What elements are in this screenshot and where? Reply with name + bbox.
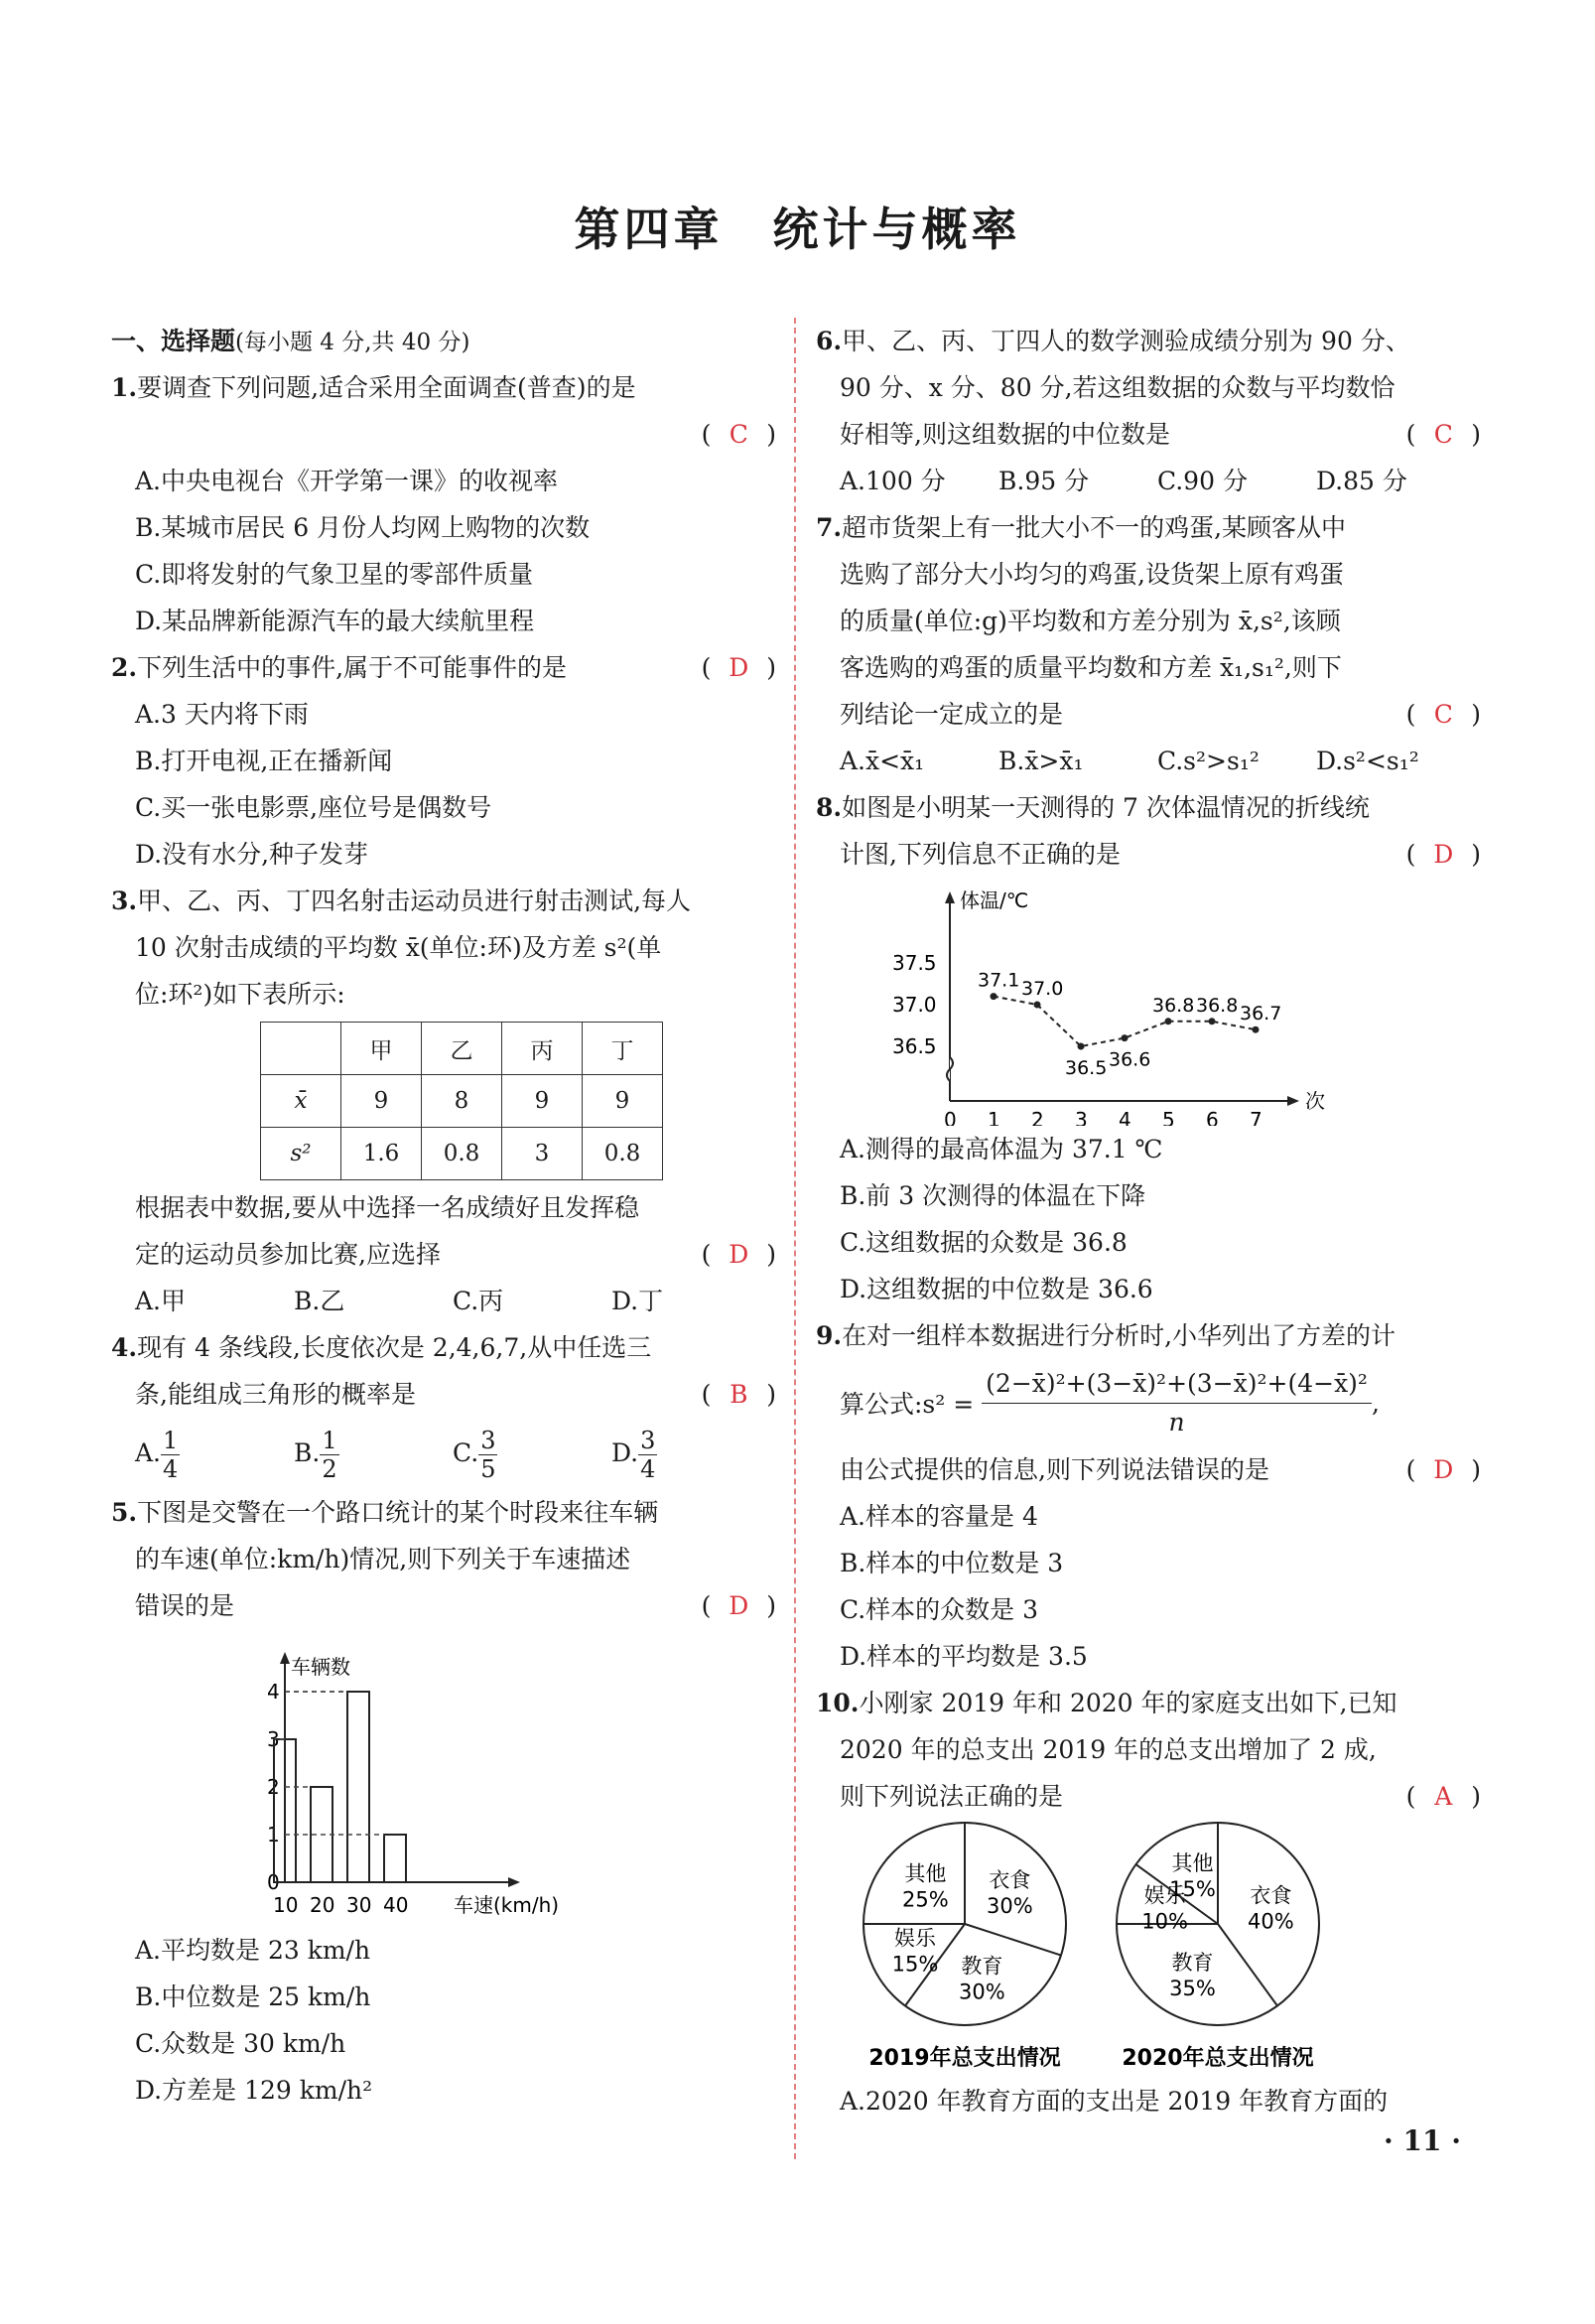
option: A.中央电视台《开学第一课》的收视率 bbox=[135, 467, 559, 495]
option: A.样本的容量是 4 bbox=[840, 1502, 1038, 1531]
data-label: 36.5 bbox=[1065, 1057, 1108, 1079]
table-cell: 9 bbox=[583, 1075, 663, 1128]
data-label: 36.8 bbox=[1196, 994, 1239, 1017]
question-1 bbox=[111, 364, 776, 411]
answer-bracket: ( A ) bbox=[1406, 1773, 1481, 1820]
data-point bbox=[991, 993, 997, 1000]
formula-denominator: n bbox=[1168, 1407, 1185, 1436]
option: D.方差是 129 km/h² bbox=[135, 2076, 373, 2105]
question-number: 6. bbox=[816, 327, 843, 355]
pie-title: 2019年总支出情况 bbox=[868, 2046, 1061, 2071]
y-tick-label: 1 bbox=[267, 1823, 280, 1846]
x-tick-label: 40 bbox=[383, 1893, 409, 1917]
question-text: 错误的是 bbox=[135, 1591, 235, 1620]
question-text bbox=[111, 1371, 776, 1418]
question-text bbox=[816, 831, 1481, 878]
question-text bbox=[111, 1582, 776, 1629]
pie-slice-label: 教育 bbox=[1171, 1950, 1214, 1975]
option-label: D. bbox=[611, 1438, 639, 1467]
question-8 bbox=[816, 784, 1481, 831]
answer-bracket: ( D ) bbox=[702, 644, 776, 691]
option bbox=[453, 1418, 611, 1489]
question-text: 下列生活中的事件,属于不可能事件的是 bbox=[137, 653, 568, 682]
option: B.乙 bbox=[294, 1287, 345, 1315]
option: B.前 3 次测得的体温在下降 bbox=[840, 1181, 1146, 1210]
question-text bbox=[111, 1231, 776, 1278]
question-text: 计图,下列信息不正确的是 bbox=[840, 840, 1121, 869]
y-axis-label: 体温/℃ bbox=[960, 889, 1029, 912]
pie-slice-value: 15% bbox=[1169, 1877, 1216, 1902]
line-chart bbox=[816, 878, 1481, 1126]
question-text: 在对一组样本数据进行分析时,小华列出了方差的计 bbox=[842, 1321, 1396, 1350]
option-label: B. bbox=[294, 1438, 321, 1467]
fraction bbox=[320, 1427, 338, 1483]
pie-slice-value: 15% bbox=[891, 1952, 939, 1977]
x-tick-label: 6 bbox=[1206, 1108, 1219, 1126]
pie-charts bbox=[816, 1820, 1481, 2078]
y-axis-label: 车辆数 bbox=[291, 1655, 350, 1679]
pie-slice-value: 40% bbox=[1248, 1909, 1294, 1934]
question-number: 9. bbox=[816, 1321, 843, 1350]
option: D.样本的平均数是 3.5 bbox=[840, 1642, 1088, 1671]
pie-title: 2020年总支出情况 bbox=[1122, 2046, 1314, 2071]
question-text: 条,能组成三角形的概率是 bbox=[135, 1380, 416, 1409]
question-text: 由公式提供的信息,则下列说法错误的是 bbox=[840, 1455, 1269, 1484]
fraction bbox=[478, 1427, 497, 1483]
question-text: 则下列说法正确的是 bbox=[840, 1782, 1064, 1811]
question-text: 根据表中数据,要从中选择一名成绩好且发挥稳 bbox=[135, 1193, 639, 1222]
column-divider bbox=[794, 318, 796, 2159]
x-axis-arrow bbox=[508, 1877, 520, 1887]
table-cell: 0.8 bbox=[583, 1128, 663, 1180]
y-tick-label: 0 bbox=[267, 1870, 280, 1894]
question-text: 甲、乙、丙、丁四人的数学测验成绩分别为 90 分、 bbox=[842, 327, 1410, 355]
pie-slice-edge bbox=[1218, 1924, 1277, 2006]
question-9 bbox=[816, 1312, 1481, 1359]
score-table bbox=[260, 1022, 663, 1180]
option: D.这组数据的中位数是 36.6 bbox=[840, 1275, 1153, 1303]
table-cell: 乙 bbox=[422, 1023, 502, 1075]
bar bbox=[384, 1835, 406, 1882]
x-tick-label: 7 bbox=[1250, 1108, 1263, 1126]
variance-formula bbox=[816, 1359, 1481, 1446]
pie-slice-label: 其他 bbox=[904, 1861, 947, 1886]
numerator: 1 bbox=[163, 1427, 179, 1454]
x-tick-label: 0 bbox=[944, 1108, 957, 1126]
question-text: 小刚家 2019 年和 2020 年的家庭支出如下,已知 bbox=[859, 1689, 1397, 1717]
data-label: 36.6 bbox=[1109, 1048, 1151, 1071]
pie-slice-value: 30% bbox=[987, 1894, 1033, 1919]
option: A.2020 年教育方面的支出是 2019 年教育方面的 bbox=[840, 2087, 1389, 2116]
table-cell: s² bbox=[261, 1128, 341, 1180]
pie-slice-label: 教育 bbox=[961, 1954, 1003, 1979]
question-5 bbox=[111, 1489, 776, 1536]
table-cell: x̄ bbox=[261, 1075, 341, 1128]
option: B.x̄>x̄₁ bbox=[998, 747, 1084, 775]
option: D.s²<s₁² bbox=[1316, 747, 1419, 775]
options-row bbox=[816, 458, 1481, 504]
page-number: · 11 · bbox=[1384, 2124, 1461, 2157]
question-text: 下图是交警在一个路口统计的某个时段来往车辆 bbox=[137, 1498, 659, 1527]
question-3 bbox=[111, 878, 776, 924]
section-heading bbox=[111, 318, 776, 364]
x-tick-label: 30 bbox=[346, 1893, 372, 1917]
x-tick-label: 4 bbox=[1119, 1108, 1131, 1126]
question-text: 好相等,则这组数据的中位数是 bbox=[840, 420, 1170, 449]
option: C.这组数据的众数是 36.8 bbox=[840, 1228, 1128, 1257]
x-axis-arrow bbox=[1287, 1096, 1299, 1106]
question-text: 90 分、x 分、80 分,若这组数据的众数与平均数恰 bbox=[840, 373, 1396, 402]
answer-bracket: ( D ) bbox=[702, 1231, 776, 1278]
option bbox=[135, 1418, 294, 1489]
option: B.95 分 bbox=[998, 467, 1090, 495]
option: A.x̄<x̄₁ bbox=[840, 747, 925, 775]
pie-slice-label: 娱乐 bbox=[894, 1926, 937, 1951]
x-axis-label: 次 bbox=[1305, 1089, 1325, 1113]
fraction bbox=[161, 1427, 180, 1483]
option bbox=[294, 1418, 453, 1489]
bar bbox=[347, 1692, 369, 1882]
question-text: 2020 年的总支出 2019 年的总支出增加了 2 成, bbox=[840, 1735, 1377, 1764]
question-7 bbox=[816, 504, 1481, 551]
y-tick-label: 3 bbox=[267, 1727, 280, 1751]
table-cell: 丁 bbox=[583, 1023, 663, 1075]
options-row bbox=[111, 1278, 776, 1324]
options-row bbox=[111, 1418, 776, 1489]
option-label: C. bbox=[453, 1438, 479, 1467]
denominator: 5 bbox=[480, 1455, 496, 1483]
question-text bbox=[816, 411, 1481, 458]
table-cell: 8 bbox=[422, 1075, 502, 1128]
table-cell: 1.6 bbox=[341, 1128, 422, 1180]
answer-bracket: ( D ) bbox=[1406, 831, 1481, 878]
option: D.85 分 bbox=[1316, 467, 1407, 495]
option: D.丁 bbox=[611, 1287, 664, 1315]
table-cell: 0.8 bbox=[422, 1128, 502, 1180]
answer-bracket: ( D ) bbox=[1406, 1446, 1481, 1493]
option: A.甲 bbox=[135, 1287, 187, 1315]
answer-value: D bbox=[1433, 1455, 1454, 1484]
x-tick-label: 1 bbox=[988, 1108, 1000, 1126]
y-axis-arrow bbox=[945, 891, 955, 903]
pie-slice-value: 35% bbox=[1169, 1976, 1216, 2000]
answer-value: C bbox=[1433, 420, 1453, 449]
option: C.90 分 bbox=[1157, 467, 1248, 495]
table-cell bbox=[261, 1023, 341, 1075]
table-row bbox=[261, 1075, 663, 1128]
table-cell: 丙 bbox=[502, 1023, 583, 1075]
question-number: 8. bbox=[816, 793, 843, 822]
option: A.3 天内将下雨 bbox=[135, 700, 309, 729]
question-10 bbox=[816, 1680, 1481, 1726]
pie-slice-value: 30% bbox=[958, 1980, 1005, 2004]
answer-value: C bbox=[1433, 700, 1453, 729]
question-text bbox=[816, 1773, 1481, 1820]
answer-bracket: ( D ) bbox=[702, 1582, 776, 1629]
option: A.100 分 bbox=[840, 467, 946, 495]
data-point bbox=[1209, 1018, 1216, 1025]
answer-bracket: ( B ) bbox=[702, 1371, 776, 1418]
option: C.丙 bbox=[453, 1287, 504, 1315]
fraction bbox=[638, 1427, 657, 1483]
question-number: 4. bbox=[111, 1333, 138, 1362]
pie-slice-label: 娱乐 bbox=[1143, 1883, 1186, 1908]
formula-comma: , bbox=[1371, 1388, 1380, 1418]
denominator: 4 bbox=[640, 1455, 656, 1483]
data-point bbox=[1034, 1002, 1041, 1009]
question-number: 1. bbox=[111, 373, 138, 402]
option-label: A. bbox=[135, 1438, 162, 1467]
option: A.平均数是 23 km/h bbox=[135, 1936, 371, 1965]
question-text: 现有 4 条线段,长度依次是 2,4,6,7,从中任选三 bbox=[137, 1333, 652, 1362]
question-text: 甲、乙、丙、丁四名射击运动员进行射击测试,每人 bbox=[137, 887, 692, 915]
question-text: 的质量(单位:g)平均数和方差分别为 x̄,s²,该顾 bbox=[840, 607, 1341, 635]
x-tick-label: 10 bbox=[273, 1893, 299, 1917]
option: B.样本的中位数是 3 bbox=[840, 1549, 1064, 1577]
line-chart-container bbox=[816, 878, 1481, 1126]
question-text: 10 次射击成绩的平均数 x̄(单位:环)及方差 s²(单 bbox=[135, 933, 662, 962]
answer-value: D bbox=[729, 1240, 749, 1269]
y-tick-label: 36.5 bbox=[892, 1034, 937, 1058]
answer-value: D bbox=[729, 653, 749, 682]
y-tick-label: 4 bbox=[267, 1680, 280, 1704]
question-number: 5. bbox=[111, 1498, 138, 1527]
left-column bbox=[111, 318, 776, 2114]
answer-value: A bbox=[1434, 1782, 1453, 1811]
option: D.某品牌新能源汽车的最大续航里程 bbox=[135, 607, 535, 635]
pie-slice-label: 衣食 bbox=[989, 1868, 1031, 1893]
x-tick-label: 3 bbox=[1075, 1108, 1088, 1126]
pie-slice-label: 衣食 bbox=[1250, 1883, 1292, 1908]
answer-value: C bbox=[729, 420, 748, 449]
pie-slice-label: 其他 bbox=[1171, 1851, 1214, 1876]
table-cell: 9 bbox=[502, 1075, 583, 1128]
denominator: 2 bbox=[322, 1455, 337, 1483]
bar-chart bbox=[111, 1629, 776, 1927]
y-tick-label: 37.0 bbox=[892, 993, 937, 1017]
axis-break bbox=[947, 1057, 953, 1081]
option: B.打开电视,正在播新闻 bbox=[135, 747, 393, 775]
table-row bbox=[261, 1128, 663, 1180]
table-row bbox=[261, 1023, 663, 1075]
option: C.即将发射的气象卫星的零部件质量 bbox=[135, 560, 534, 589]
option: C.买一张电影票,座位号是偶数号 bbox=[135, 793, 492, 822]
data-label: 37.0 bbox=[1021, 978, 1064, 1000]
question-text: 要调查下列问题,适合采用全面调查(普查)的是 bbox=[137, 373, 636, 402]
data-point bbox=[1253, 1026, 1260, 1033]
option: A.测得的最高体温为 37.1 ℃ bbox=[840, 1135, 1163, 1163]
data-point bbox=[1165, 1018, 1172, 1025]
answer-value: D bbox=[729, 1591, 749, 1620]
x-tick-label: 5 bbox=[1162, 1108, 1175, 1126]
table-cell: 3 bbox=[502, 1128, 583, 1180]
data-point bbox=[1078, 1043, 1085, 1050]
answer-row bbox=[111, 411, 776, 458]
x-tick-label: 20 bbox=[310, 1893, 335, 1917]
question-number: 2. bbox=[111, 653, 138, 682]
answer-value: B bbox=[730, 1380, 748, 1409]
answer-bracket: ( C ) bbox=[702, 411, 776, 458]
question-text: 客选购的鸡蛋的质量平均数和方差 x̄₁,s₁²,则下 bbox=[840, 653, 1342, 682]
question-2 bbox=[111, 644, 776, 691]
question-number: 10. bbox=[816, 1689, 860, 1717]
option bbox=[611, 1418, 770, 1489]
option: B.中位数是 25 km/h bbox=[135, 1982, 371, 2011]
right-column bbox=[816, 318, 1481, 2124]
question-text bbox=[816, 691, 1481, 738]
option: C.样本的众数是 3 bbox=[840, 1595, 1039, 1624]
data-label: 37.1 bbox=[978, 969, 1020, 992]
question-number: 7. bbox=[816, 513, 843, 542]
table-cell: 9 bbox=[341, 1075, 422, 1128]
section-note: (每小题 4 分,共 40 分) bbox=[235, 330, 470, 355]
option: C.s²>s₁² bbox=[1157, 747, 1260, 775]
answer-bracket: ( C ) bbox=[1406, 691, 1481, 738]
options-row bbox=[816, 738, 1481, 784]
option: D.没有水分,种子发芽 bbox=[135, 840, 369, 869]
x-axis-label: 车速(km/h) bbox=[454, 1893, 560, 1917]
section-label: 一、选择题 bbox=[111, 327, 236, 355]
x-tick-label: 2 bbox=[1031, 1108, 1044, 1126]
numerator: 3 bbox=[480, 1427, 496, 1454]
formula-numerator: (2−x̄)²+(3−x̄)²+(3−x̄)²+(4−x̄)² bbox=[982, 1365, 1372, 1404]
y-tick-label: 37.5 bbox=[892, 951, 937, 975]
data-point bbox=[1122, 1034, 1129, 1041]
question-6 bbox=[816, 318, 1481, 364]
question-number: 3. bbox=[111, 887, 138, 915]
formula-fraction bbox=[982, 1365, 1372, 1441]
pie-slice-value: 25% bbox=[901, 1887, 949, 1912]
data-label: 36.7 bbox=[1240, 1003, 1282, 1025]
question-text bbox=[816, 1446, 1481, 1493]
pie-charts-container bbox=[816, 1820, 1481, 2078]
question-4 bbox=[111, 1324, 776, 1371]
answer-value: D bbox=[1433, 840, 1454, 869]
bar-chart-container bbox=[111, 1629, 776, 1927]
data-label: 36.8 bbox=[1152, 994, 1195, 1017]
y-axis-arrow bbox=[280, 1652, 290, 1664]
numerator: 3 bbox=[640, 1427, 656, 1454]
pie-slice-value: 10% bbox=[1141, 1909, 1188, 1934]
question-text: 超市货架上有一批大小不一的鸡蛋,某顾客从中 bbox=[842, 513, 1347, 542]
question-text: 选购了部分大小均匀的鸡蛋,设货架上原有鸡蛋 bbox=[840, 560, 1344, 589]
denominator: 4 bbox=[163, 1455, 179, 1483]
page-title: 第四章 统计与概率 bbox=[574, 203, 1021, 256]
question-text: 定的运动员参加比赛,应选择 bbox=[135, 1240, 441, 1269]
pie-slice-edge bbox=[965, 1924, 1061, 1956]
question-text: 列结论一定成立的是 bbox=[840, 700, 1064, 729]
option: B.某城市居民 6 月份人均网上购物的次数 bbox=[135, 513, 591, 542]
numerator: 1 bbox=[322, 1427, 337, 1454]
question-text: 如图是小明某一天测得的 7 次体温情况的折线统 bbox=[842, 793, 1370, 822]
question-text: 位:环²)如下表所示: bbox=[135, 980, 345, 1009]
answer-bracket: ( C ) bbox=[1406, 411, 1481, 458]
table-cell: 甲 bbox=[341, 1023, 422, 1075]
formula-prefix: 算公式:s² = bbox=[840, 1390, 975, 1419]
y-tick-label: 2 bbox=[267, 1775, 280, 1799]
question-text: 的车速(单位:km/h)情况,则下列关于车速描述 bbox=[135, 1545, 631, 1573]
option: C.众数是 30 km/h bbox=[135, 2029, 346, 2058]
